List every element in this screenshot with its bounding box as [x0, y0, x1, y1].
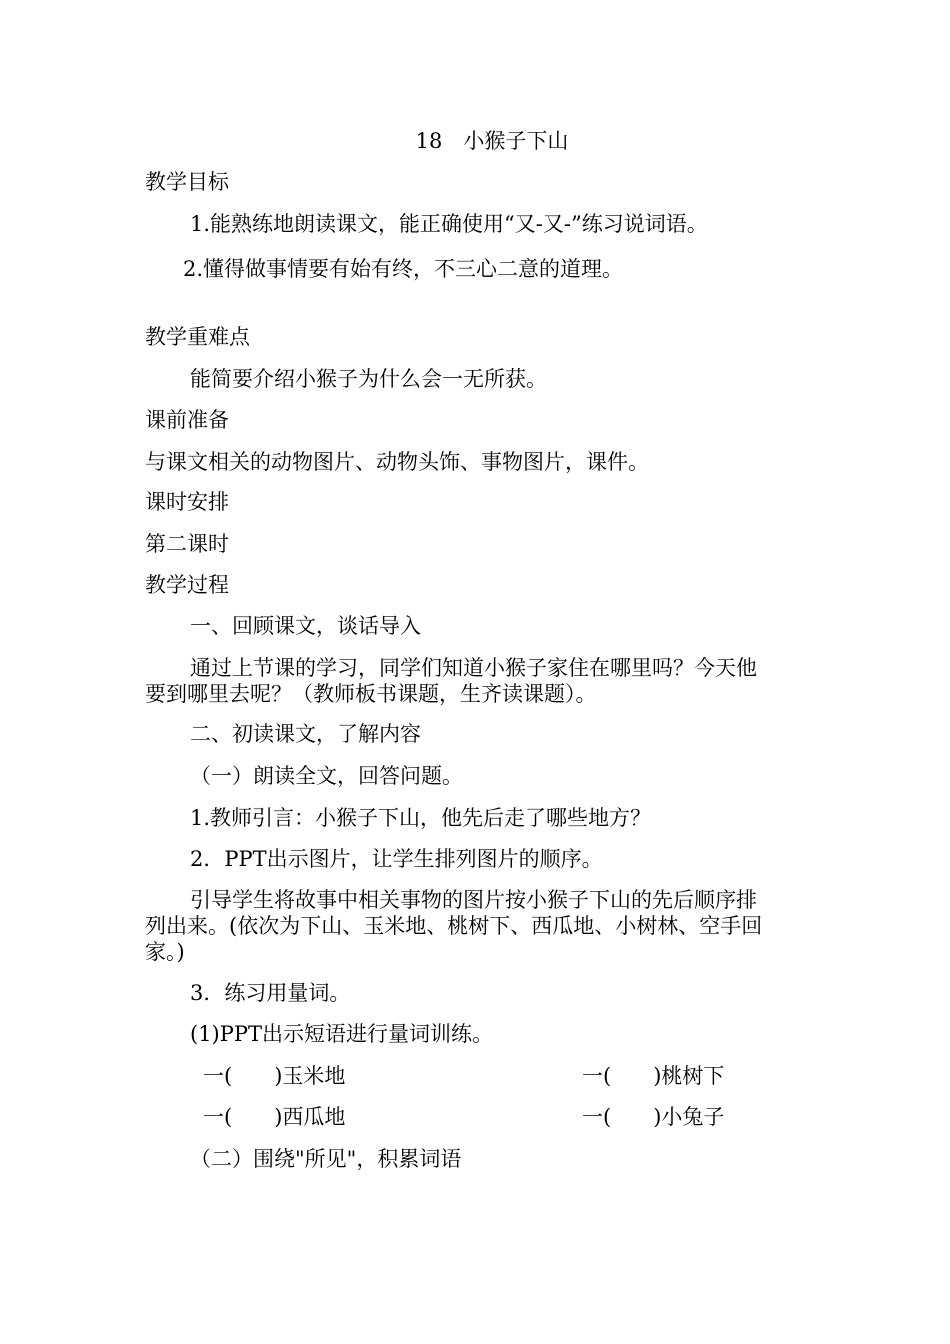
guide-line-3: 家。) — [145, 940, 185, 964]
guide-line-1: 引导学生将故事中相关事物的图片按小猴子下山的先后顺序排 — [190, 888, 757, 912]
lesson-number: 第二课时 — [145, 532, 229, 556]
heading-preparation: 课前准备 — [145, 408, 229, 432]
objective-1: 1.能熟练地朗读课文，能正确使用“又-又-”练习说词语。 — [190, 212, 708, 236]
heading-schedule: 课时安排 — [145, 490, 229, 514]
fill-blank-2: 一( )桃树下 — [582, 1064, 725, 1088]
fill-blank-4: 一( )小兔子 — [582, 1105, 725, 1129]
item-3: 3．练习用量词。 — [190, 981, 351, 1005]
document-title: 18 小猴子下山 — [415, 129, 569, 153]
guide-line-2: 列出来。(依次为下山、玉米地、桃树下、西瓜地、小树林、空手回 — [145, 914, 763, 938]
item-2: 2．PPT出示图片，让学生排列图片的顺序。 — [190, 847, 603, 871]
item-3-1: (1)PPT出示短语进行量词训练。 — [190, 1022, 494, 1046]
step-1-text-line-1: 通过上节课的学习，同学们知道小猴子家住在哪里吗？今天他 — [190, 656, 757, 680]
step-1-heading: 一、回顾课文，谈话导入 — [190, 614, 421, 638]
fill-blank-1: 一( )玉米地 — [203, 1064, 346, 1088]
fill-blank-3: 一( )西瓜地 — [203, 1105, 346, 1129]
objective-2: 2.懂得做事情要有始有终，不三心二意的道理。 — [183, 257, 624, 281]
step-1-text-line-2: 要到哪里去呢？（教师板书课题，生齐读课题）。 — [145, 682, 597, 706]
heading-objectives: 教学目标 — [145, 170, 229, 194]
key-point: 能简要介绍小猴子为什么会一无所获。 — [190, 367, 547, 391]
item-1: 1.教师引言：小猴子下山，他先后走了哪些地方？ — [190, 806, 652, 830]
preparation-text: 与课文相关的动物图片、动物头饰、事物图片，课件。 — [145, 450, 649, 474]
sub-section-1: （一）朗读全文，回答问题。 — [190, 764, 463, 788]
heading-process: 教学过程 — [145, 573, 229, 597]
sub-section-2: （二）围绕"所见"，积累词语 — [190, 1147, 462, 1171]
heading-key-points: 教学重难点 — [145, 325, 250, 349]
step-2-heading: 二、初读课文，了解内容 — [190, 722, 421, 746]
